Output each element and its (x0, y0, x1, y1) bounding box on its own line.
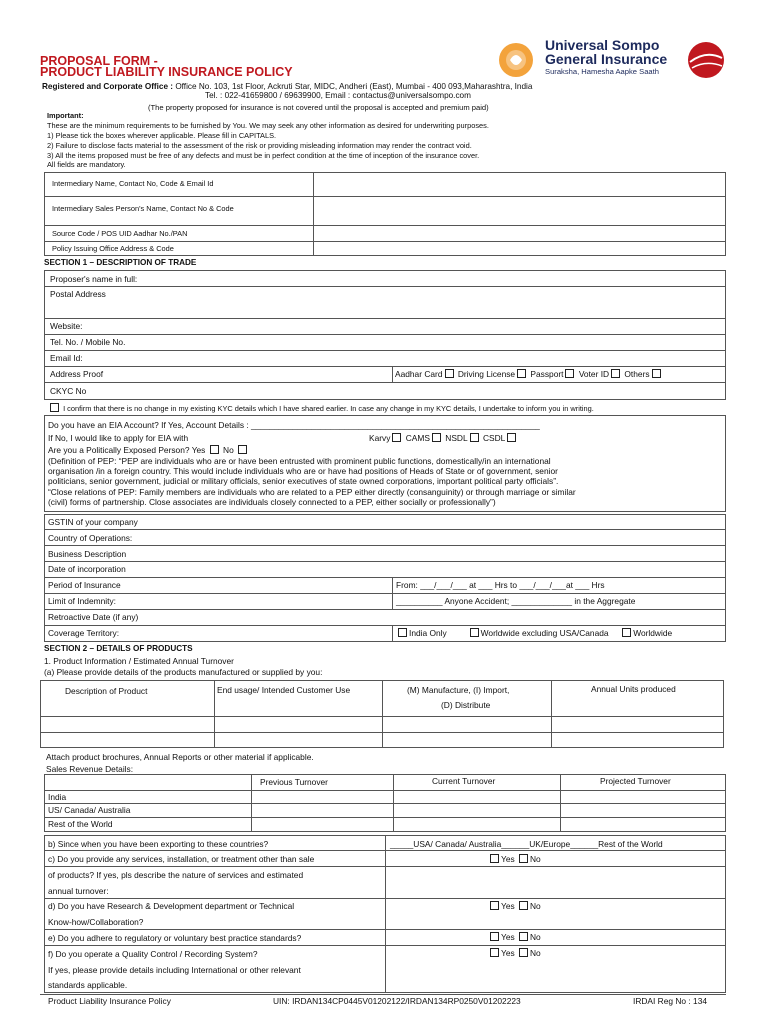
karvy-checkbox[interactable] (392, 433, 401, 442)
eia-options (369, 433, 518, 443)
pep-no-checkbox[interactable] (238, 445, 247, 454)
gstin-label: GSTIN of your company (48, 517, 138, 527)
limit-indemnity-label: Limit of Indemnity: (48, 596, 116, 606)
pep-definition-line: politicians, senior government, judicial or military officials, senior executives of state owned corporations, important political party officials”. (48, 476, 559, 486)
col-end-usage: End usage/ Intended Customer Use (217, 685, 351, 695)
company-name-line2: General Insurance (545, 51, 668, 67)
e-no-label: No (530, 932, 541, 942)
option-nsdl: NSDL (445, 433, 468, 443)
incorporation-date-label: Date of incorporation (48, 564, 126, 574)
retroactive-date-label: Retroactive Date (if any) (48, 612, 139, 622)
source-code-field[interactable] (314, 226, 725, 240)
col-projected-turnover: Projected Turnover (600, 776, 671, 786)
col-description: Description of Product (65, 686, 148, 696)
f-yes-label: Yes (501, 948, 515, 958)
important-title: Important: (47, 111, 84, 120)
question-f-line3: standards applicable. (48, 980, 128, 990)
option-cams: CAMS (405, 433, 430, 443)
worldwide-ex-usa-checkbox[interactable] (470, 628, 479, 637)
pep-no-label: No (223, 445, 234, 455)
india-only-checkbox[interactable] (398, 628, 407, 637)
question-c-line3: annual turnover: (48, 886, 109, 896)
d-yes-checkbox[interactable] (490, 901, 499, 910)
section1-title: SECTION 1 – DESCRIPTION OF TRADE (44, 258, 197, 267)
col-mid-line2: (D) Distribute (441, 700, 491, 710)
question-d-line1: d) Do you have Research & Development department or Technical (48, 901, 295, 911)
c-yes-label: Yes (501, 854, 515, 864)
option-worldwide: Worldwide (633, 628, 673, 638)
d-no-checkbox[interactable] (519, 901, 528, 910)
reg-office-address: Office No. 103, 1st Floor, Ackruti Star, MIDC, Andheri (East), Mumbai - 400 093,Maharashtra, India (175, 82, 533, 91)
option-driving-license: Driving License (457, 369, 516, 379)
e-yes-checkbox[interactable] (490, 932, 499, 941)
c-yes-checkbox[interactable] (490, 854, 499, 863)
intermediary-name-field[interactable] (314, 173, 725, 195)
e-yes-label: Yes (501, 932, 515, 942)
e-no-checkbox[interactable] (519, 932, 528, 941)
question-f-line2: If yes, please provide details including International or other relevant (48, 965, 301, 975)
col-annual-units: Annual Units produced (591, 684, 676, 694)
coverage-options (396, 628, 672, 638)
section2-title: SECTION 2 – DETAILS OF PRODUCTS (44, 644, 193, 653)
pep-definition-line: (Definition of PEP: “PEP are individuals who are or have been entrusted with prominent public functions, domestically/in an international (48, 456, 551, 466)
business-description-label: Business Description (48, 549, 127, 559)
eia-apply-label: If No, I would like to apply for EIA with (48, 433, 189, 443)
option-karvy: Karvy (369, 433, 391, 443)
sompo-logo-icon (493, 40, 539, 80)
kyc-confirm-checkbox[interactable] (50, 403, 59, 412)
csdl-checkbox[interactable] (507, 433, 516, 442)
important-line: 1) Please tick the boxes wherever applicable. Please fill in CAPITALS. (47, 131, 277, 140)
tel-label: Tel. No. / Mobile No. (50, 337, 126, 347)
footer-uin: UIN: IRDAN134CP0445V01202122/IRDAN134RP0250V01202223 (273, 996, 521, 1006)
question-e: e) Do you adhere to regulatory or voluntary best practice standards? (48, 933, 302, 943)
d-no-label: No (530, 901, 541, 911)
region-rest: Rest of the World (48, 819, 113, 829)
proposer-table (44, 270, 726, 400)
question-b-field[interactable]: _____USA/ Canada/ Australia______UK/Europe______Rest of the World (390, 839, 663, 849)
col-current-turnover: Current Turnover (432, 776, 496, 786)
attach-note: Attach product brochures, Annual Reports or other material if applicable. (46, 752, 314, 762)
pep-definition-line: (civil) forms of partnership. Close associates are individuals closely connected to a PEP, either socially or professionally”) (48, 497, 496, 507)
address-proof-label: Address Proof (50, 369, 104, 379)
issuing-office-label: Policy Issuing Office Address & Code (52, 244, 174, 253)
company-name-line1: Universal Sompo (545, 37, 660, 53)
aadhar-checkbox[interactable] (445, 369, 454, 378)
ckyc-label: CKYC No (50, 386, 87, 396)
source-code-label: Source Code / POS UID Aadhar No./PAN (52, 229, 188, 238)
d-yes-label: Yes (501, 901, 515, 911)
question-f: f) Do you operate a Quality Control / Recording System? (48, 949, 258, 959)
postal-address-label: Postal Address (50, 289, 106, 299)
intermediary-name-label: Intermediary Name, Contact No, Code & Email Id (52, 179, 214, 188)
company-contact: Tel. : 022-41659800 / 69639900, Email : contactus@universalsompo.com (205, 91, 471, 100)
form-title-line1: PROPOSAL FORM - (40, 54, 158, 68)
company-tagline: Suraksha, Hamesha Aapke Saath (545, 67, 659, 76)
intermediary-sales-field[interactable] (314, 197, 725, 224)
c-no-checkbox[interactable] (519, 854, 528, 863)
section2-sub1: 1. Product Information / Estimated Annual Turnover (44, 656, 234, 666)
section2-sub2: (a) Please provide details of the products manufactured or supplied by you: (44, 667, 323, 677)
option-csdl: CSDL (482, 433, 506, 443)
c-no-label: No (530, 854, 541, 864)
option-voter-id: Voter ID (578, 369, 610, 379)
col-previous-turnover: Previous Turnover (260, 777, 328, 787)
pep-yes-checkbox[interactable] (210, 445, 219, 454)
period-insurance-label: Period of Insurance (48, 580, 121, 590)
passport-checkbox[interactable] (565, 369, 574, 378)
country-operations-label: Country of Operations: (48, 533, 133, 543)
sales-revenue-label: Sales Revenue Details: (46, 764, 134, 774)
question-c-line2: of products? If yes, pls describe the nature of services and estimated (48, 870, 304, 880)
intermediary-sales-label: Intermediary Sales Person's Name, Contact No & Code (52, 204, 234, 213)
pep-definition-line: organisation /in a foreign country. This would include individuals who are or have had positions of Heads of State or of government, senior (48, 466, 558, 476)
f-no-checkbox[interactable] (519, 948, 528, 957)
pep-question: Are you a Politically Exposed Person? Yes (48, 445, 206, 455)
option-worldwide-ex-usa: Worldwide excluding USA/Canada (480, 628, 609, 638)
trade-details-table (44, 514, 726, 642)
reg-office-label: Registered and Corporate Office : (42, 82, 174, 91)
coverage-territory-label: Coverage Territory: (48, 628, 120, 638)
globe-logo-icon (686, 40, 726, 80)
f-no-label: No (530, 948, 541, 958)
nsdl-checkbox[interactable] (470, 433, 479, 442)
proposer-name-label: Proposer's name in full: (50, 274, 138, 284)
question-c-line1: c) Do you provide any services, installation, or treatment other than sale (48, 854, 315, 864)
option-india-only: India Only (409, 628, 447, 638)
important-line: These are the minimum requirements to be furnished by You. We may seek any other information as desired for underwriting purposes. (47, 121, 489, 130)
option-others: Others (624, 369, 650, 379)
important-line: 2) Failure to disclose facts material to the assessment of the risk or providing misleading information may render the contract void. (47, 141, 472, 150)
form-title-line2: PRODUCT LIABILITY INSURANCE POLICY (40, 65, 293, 79)
question-b: b) Since when you have been exporting to these countries? (48, 839, 269, 849)
worldwide-checkbox[interactable] (622, 628, 631, 637)
important-line: All fields are mandatory. (47, 160, 126, 169)
region-india: India (48, 792, 67, 802)
region-us-canada: US/ Canada/ Australia (48, 805, 131, 815)
option-passport: Passport (530, 369, 564, 379)
option-aadhar: Aadhar Card (395, 369, 443, 379)
footer-irdai: IRDAI Reg No : 134 (633, 996, 708, 1006)
cover-note: (The property proposed for insurance is not covered until the proposal is accepted and premium paid) (148, 103, 489, 112)
important-line: 3) All the items proposed must be free of any defects and must be in perfect condition at the time of inception of the insurance cover. (47, 151, 480, 160)
col-mid-line1: (M) Manufacture, (I) Import, (407, 685, 510, 695)
limit-indemnity-field[interactable]: __________ Anyone Accident; _____________ in the Aggregate (396, 596, 636, 606)
footer-policy-name: Product Liability Insurance Policy (48, 996, 171, 1006)
email-label: Email Id: (50, 353, 83, 363)
address-proof-options (395, 369, 663, 379)
f-yes-checkbox[interactable] (490, 948, 499, 957)
others-checkbox[interactable] (652, 369, 661, 378)
driving-license-checkbox[interactable] (517, 369, 526, 378)
period-insurance-field[interactable]: From: ___/___/___ at ___ Hrs to ___/___/___at ___ Hrs (396, 580, 605, 590)
kyc-confirm-text: I confirm that there is no change in my existing KYC details which I have shared earlier. In case any change in my KYC details, I undertake to inform you in writing. (63, 404, 594, 413)
cams-checkbox[interactable] (432, 433, 441, 442)
pep-definition-line: “Close relations of PEP: Family members are individuals who are related to a PEP either directly (consanguinity) or through marriage or similar (48, 487, 576, 497)
website-label: Website: (50, 321, 83, 331)
eia-question: Do you have an EIA Account? If Yes, Account Details : ______________________________________________________________ (48, 420, 540, 430)
issuing-office-field[interactable] (314, 242, 725, 255)
question-d-line2: Know-how/Collaboration? (48, 917, 144, 927)
voter-id-checkbox[interactable] (611, 369, 620, 378)
